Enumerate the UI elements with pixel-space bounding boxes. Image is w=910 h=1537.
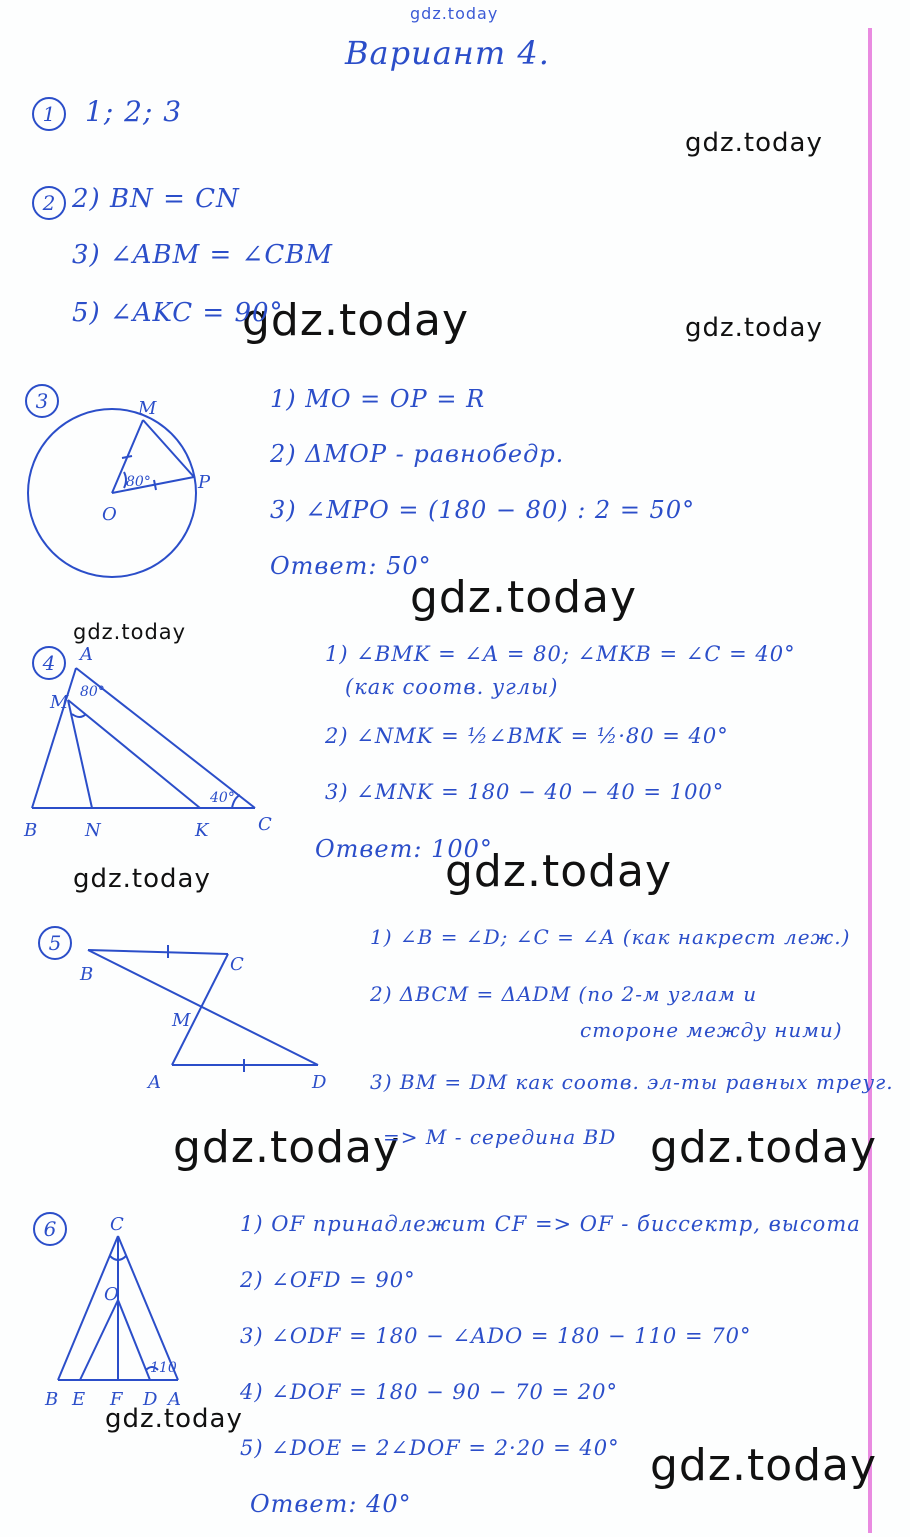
task6-line-3: 3) ∠ODF = 180 − ∠ADO = 180 − 110 = 70° — [240, 1324, 752, 1348]
task5-line-2: 2) ΔBCM = ΔADM (по 2-м углам и — [370, 982, 758, 1006]
label-f: F — [110, 1389, 123, 1410]
watermark-top: gdz.today — [410, 4, 499, 23]
task4-line-2: (как соотв. углы) — [345, 675, 559, 699]
figure-triangle-6 — [44, 1214, 181, 1410]
task3-line-3: 3) ∠MPO = (180 − 80) : 2 = 50° — [270, 496, 696, 524]
label-n: N — [85, 820, 101, 841]
label-a: A — [148, 1072, 161, 1093]
task4-line-4: 3) ∠MNK = 180 − 40 − 40 = 100° — [325, 780, 725, 804]
task6-line-4: 4) ∠DOF = 180 − 90 − 70 = 20° — [240, 1380, 618, 1404]
watermark: gdz.today — [73, 620, 187, 644]
page-title: Вариант 4. — [345, 34, 550, 72]
label-e: E — [72, 1389, 86, 1410]
task4-line-1: 1) ∠BMK = ∠A = 80; ∠MKB = ∠C = 40° — [325, 642, 796, 666]
task5-line-5: => M - середина BD — [383, 1125, 617, 1149]
figure-circle — [28, 398, 211, 577]
task5-line-4: 3) BM = DM как соотв. эл-ты равных треуг. — [370, 1070, 894, 1094]
task6-line-2: 2) ∠OFD = 90° — [240, 1268, 416, 1292]
label-m: M — [50, 692, 69, 713]
watermark: gdz.today — [242, 295, 470, 346]
task2-line-2: 3) ∠ABM = ∠CBM — [72, 240, 333, 270]
label-m: M — [172, 1010, 191, 1031]
watermark: gdz.today — [445, 846, 673, 897]
label-o: O — [104, 1284, 119, 1305]
task2-line-1: 2) BN = CN — [72, 184, 240, 214]
task-number-6: 6 — [33, 1212, 67, 1246]
figure-triangle-4 — [23, 644, 272, 841]
label-d: D — [143, 1389, 158, 1410]
label-c: C — [258, 814, 272, 835]
task-number-1: 1 — [32, 97, 66, 131]
watermark: gdz.today — [410, 572, 638, 623]
watermark: gdz.today — [173, 1122, 401, 1173]
watermark: gdz.today — [73, 864, 211, 894]
task6-line-5: 5) ∠DOE = 2∠DOF = 2·20 = 40° — [240, 1436, 620, 1460]
task1-answer: 1; 2; 3 — [85, 95, 183, 128]
label-c: C — [230, 954, 244, 975]
watermark: gdz.today — [650, 1122, 878, 1173]
task2-line-3: 5) ∠AKC = 90° — [72, 298, 284, 328]
task5-line-3: стороне между ними) — [580, 1018, 843, 1042]
task4-answer: Ответ: 100° — [315, 835, 493, 863]
label-b: B — [24, 820, 38, 841]
label-d: D — [312, 1072, 327, 1093]
label-angle-a: 80° — [80, 684, 105, 700]
label-angle: 80° — [126, 474, 151, 490]
label-m: M — [138, 398, 157, 419]
task3-line-1: 1) MO = OP = R — [270, 385, 486, 413]
label-a: A — [168, 1389, 181, 1410]
label-angle: 110 — [150, 1360, 177, 1376]
figure-bowtie — [79, 945, 327, 1093]
watermark: gdz.today — [650, 1440, 878, 1491]
task6-line-1: 1) OF принадлежит CF => OF - биссектр, высота — [240, 1212, 861, 1236]
label-b: B — [80, 964, 94, 985]
task6-answer: Ответ: 40° — [250, 1490, 412, 1518]
task3-line-2: 2) ΔMOP - равнобедр. — [270, 440, 565, 468]
label-angle-c: 40° — [210, 790, 235, 806]
task3-answer: Ответ: 50° — [270, 552, 432, 580]
label-c: C — [110, 1214, 124, 1235]
watermark: gdz.today — [105, 1404, 243, 1434]
task-number-5: 5 — [38, 926, 72, 960]
label-a: A — [80, 644, 93, 665]
task-number-4: 4 — [32, 646, 66, 680]
task4-line-3: 2) ∠NMK = ½∠BMK = ½·80 = 40° — [325, 724, 729, 748]
task5-line-1: 1) ∠B = ∠D; ∠C = ∠A (как накрест леж.) — [370, 925, 851, 949]
label-o: O — [102, 504, 117, 525]
task-number-2: 2 — [32, 186, 66, 220]
label-p: P — [198, 472, 211, 493]
label-b: B — [45, 1389, 59, 1410]
watermark: gdz.today — [685, 313, 823, 343]
watermark: gdz.today — [685, 128, 823, 158]
task-number-3: 3 — [25, 384, 59, 418]
label-k: K — [195, 820, 209, 841]
